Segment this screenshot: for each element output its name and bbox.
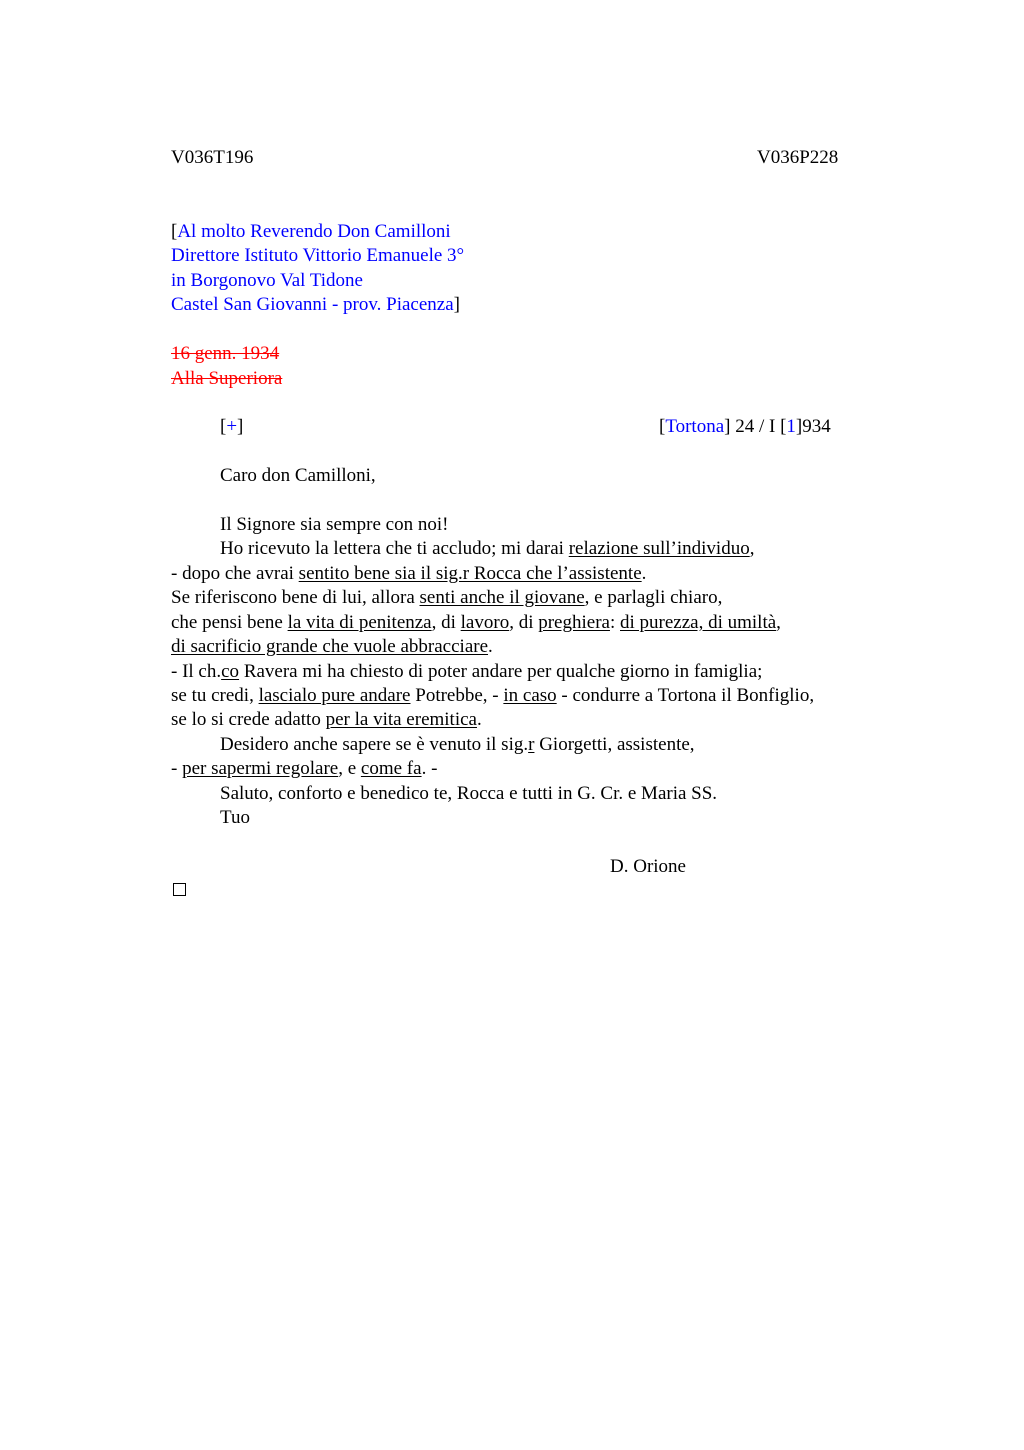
address-text: Al molto Reverendo Don Camilloni: [177, 221, 451, 242]
text: Giorgetti, assistente,: [534, 734, 695, 755]
body-line: [171, 684, 814, 708]
text: , di: [509, 612, 539, 633]
body-line: [171, 611, 781, 635]
underlined-text: per sapermi regolare: [182, 758, 339, 779]
body-line: [171, 562, 646, 586]
text: , e parlagli chiaro,: [584, 587, 723, 608]
address-line-2: Direttore Istituto Vittorio Emanuele 3°: [171, 245, 465, 266]
body-line: Il Signore sia sempre con noi!: [220, 514, 449, 535]
underlined-text: come fa: [360, 758, 422, 779]
body-line: Saluto, conforto e benedico te, Rocca e tutti in G. Cr. e Maria SS.: [220, 783, 718, 804]
body-line: [171, 757, 437, 781]
text: ,: [749, 538, 755, 559]
text: .: [488, 636, 493, 657]
bracket: [: [220, 416, 227, 437]
text: - Il ch.: [171, 661, 222, 682]
dateline: [659, 415, 831, 439]
text: Ravera mi ha chiesto di poter andare per qualche giorno in famiglia;: [239, 661, 763, 682]
body-line: [171, 635, 493, 659]
body-line: [171, 708, 482, 732]
underlined-text: lavoro: [460, 612, 510, 633]
address-line-4: [171, 293, 460, 317]
text: -: [171, 758, 183, 779]
underlined-text: per la vita eremitica: [325, 709, 477, 730]
struck-date: 16 genn. 1934: [171, 343, 280, 364]
text: .: [641, 563, 647, 584]
cross-icon: +: [226, 416, 238, 437]
underlined-text: lascialo pure andare: [258, 685, 411, 706]
text: che pensi bene: [171, 612, 288, 633]
text: :: [609, 612, 620, 633]
text: Desidero anche sapere se è venuto il sig.: [220, 734, 529, 755]
address-line-3: in Borgonovo Val Tidone: [171, 270, 363, 291]
text: , di: [431, 612, 461, 633]
text: ,: [776, 612, 781, 633]
text: - condurre a Tortona il Bonfiglio,: [556, 685, 815, 706]
address-line-1: [171, 220, 451, 244]
text: se tu credi,: [171, 685, 259, 706]
underlined-text: di sacrificio grande che vuole abbracciare: [171, 636, 489, 657]
body-line: [220, 733, 695, 757]
text: Se riferiscono bene di lui, allora: [171, 587, 420, 608]
bracket: ]: [724, 416, 731, 437]
underlined-text: di purezza, di umiltà: [620, 612, 777, 633]
text: .: [476, 709, 482, 730]
checkbox-square-icon: [173, 883, 186, 896]
struck-recipient: Alla Superiora: [171, 368, 283, 389]
cross-mark: [220, 415, 243, 439]
bracket: [: [659, 416, 666, 437]
bracket: [: [171, 221, 178, 242]
underlined-text: in caso: [503, 685, 557, 706]
body-line: [171, 586, 722, 610]
underlined-text: co: [221, 661, 240, 682]
text: se lo si crede adatto: [171, 709, 326, 730]
underlined-text: relazione sull’individuo: [568, 538, 750, 559]
text: Potrebbe, -: [410, 685, 504, 706]
underlined-text: preghiera: [538, 612, 610, 633]
greeting: Caro don Camilloni,: [220, 465, 376, 486]
text: , e: [338, 758, 361, 779]
underlined-text: r: [528, 734, 535, 755]
text: Ho ricevuto la lettera che ti accludo; mi darai: [220, 538, 569, 559]
underlined-text: senti anche il giovane: [419, 587, 585, 608]
place: Tortona: [665, 416, 725, 437]
date-text: ]934: [795, 416, 831, 437]
body-line: [171, 660, 762, 684]
document-code-left: V036T196: [171, 147, 254, 168]
bracket: ]: [237, 416, 244, 437]
signature: D. Orione: [610, 856, 686, 877]
body-line: Tuo: [220, 807, 250, 828]
underlined-text: sentito bene sia il sig.r Rocca che l’assistente: [298, 563, 642, 584]
text: - dopo che avrai: [171, 563, 299, 584]
underlined-text: la vita di penitenza: [287, 612, 432, 633]
date-text: 24 / I [: [730, 416, 787, 437]
body-line: [220, 537, 754, 561]
bracket: ]: [453, 294, 460, 315]
document-code-right: V036P228: [757, 147, 839, 168]
text: . -: [421, 758, 438, 779]
year-fill: 1: [786, 416, 796, 437]
address-text: Castel San Giovanni - prov. Piacenza: [171, 294, 454, 315]
